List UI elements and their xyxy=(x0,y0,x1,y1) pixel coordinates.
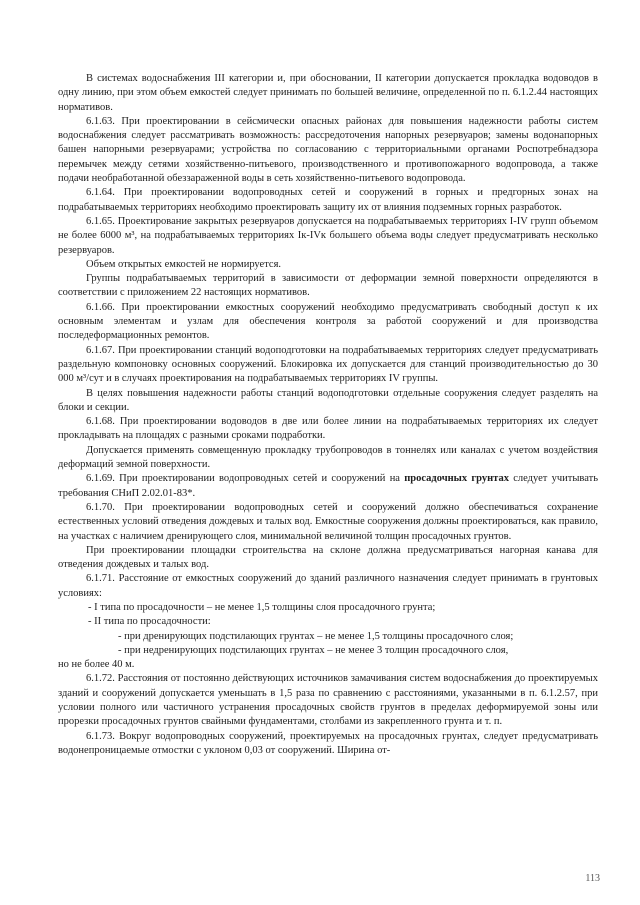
paragraph-text: 6.1.69. При проектировании водопроводных сетей и сооружений на xyxy=(86,473,405,485)
paragraph: При проектировании площадки строительства на склоне должна предусматриваться нагорная канава для отведения дождевых и талых вод. xyxy=(58,544,598,571)
paragraph: Объем открытых емкостей не нормируется. xyxy=(86,258,282,270)
paragraph-6-1-66: 6.1.66. При проектировании емкостных сооружений необходимо предусматривать свободный доступ к их основным элементам и узлам для обеспечения контроля за работой сооружений и для производства последеформационных ремонтов. xyxy=(58,301,598,342)
paragraph: Группы подрабатываемых территорий в зависимости от деформации земной поверхности определяются в соответствии с приложением 22 настоящих нормативов. xyxy=(58,273,598,299)
paragraph-6-1-68: 6.1.68. При проектировании водоводов в две или более линии на подрабатываемых территориях их следует прокладывать на площадях с разными сроками подработки. xyxy=(58,416,598,442)
bold-term: просадочных грунтах xyxy=(404,473,509,485)
page-number: 113 xyxy=(585,873,600,884)
paragraph-6-1-65: 6.1.65. Проектирование закрытых резервуаров допускается на подрабатываемых территориях I-IV групп объемом не более 6000 м³, на подрабатываемых территориях Iк-IVк большего объема воды следует предусматривать несколько резервуаров. xyxy=(58,215,598,256)
list-item: - при недренирующих подстилающих грунтах – не менее 3 толщин просадочного слоя, xyxy=(118,644,509,656)
paragraph-6-1-72: 6.1.72. Расстояния от постоянно действующих источников замачивания систем водоснабжения до проектируемых зданий и сооружений допускается уменьшать в 1,5 раза по сравнению с расстояниями, указанными в п. 6.1.2.57, при условии полного или частичного устранения просадочных свойств грунтов в пределах деформируемой зоны или прорезки просадочных грунтов свайными фундаментами, столбами из закрепленного грунта и т. п. xyxy=(58,673,598,728)
document-body xyxy=(58,72,598,758)
paragraph: В целях повышения надежности работы станций водоподготовки отдельные сооружения следует разделять на блоки и секции. xyxy=(58,387,598,413)
paragraph-6-1-70: 6.1.70. При проектировании водопроводных сетей и сооружений должно обеспечиваться сохранение естественных условий отведения дождевых и талых вод. Емкостные сооружения должны проектироваться, как правило, на участках с наличием дренирующего слоя, минимальной величиной толщин просадочных грунтов. xyxy=(58,501,598,542)
paragraph: В системах водоснабжения III категории и, при обосновании, II категории допускается прокладка водоводов в одну линию, при этом объем емкостей следует принимать по большей величине, определенной по п. 6.1.2.44 настоящих нормативов. xyxy=(58,73,598,113)
paragraph-6-1-73: 6.1.73. Вокруг водопроводных сооружений, проектируемых на просадочных грунтах, следует предусматривать водонепроницаемые отмостки с уклоном 0,03 от сооружений. Ширина от- xyxy=(58,730,598,756)
paragraph-6-1-63: 6.1.63. При проектировании в сейсмически опасных районах для повышения надежности работы систем водоснабжения следует рассматривать возможность: рассредоточения напорных резервуаров; замены водонапорных башен напорными резервуарами; устройства по согласованию с территориальными органами Роспотребнадзора перемычек между сетями хозяйственно-питьевого, производственного и противопожарного водопровода, а также подачи необработанной обеззараженной воды в сеть хозяйственно-питьевого водопровода. xyxy=(58,115,598,185)
list-item: - I типа по просадочности – не менее 1,5 толщины слоя просадочного грунта; xyxy=(88,601,436,613)
paragraph: Допускается применять совмещенную прокладку трубопроводов в тоннелях или каналах с учетом воздействия деформаций земной поверхности. xyxy=(58,444,598,471)
paragraph: но не более 40 м. xyxy=(58,659,135,671)
paragraph-6-1-71: 6.1.71. Расстояние от емкостных сооружений до зданий различного назначения следует принимать в грунтовых условиях: xyxy=(58,573,598,599)
paragraph-6-1-67: 6.1.67. При проектировании станций водоподготовки на подрабатываемых территориях следует предусматривать раздельную компоновку основных сооружений. Блокировка их допускается для станций производительностью до 30 000 м³/сут и в случаях проектирования на подрабатываемых территориях IV группы. xyxy=(58,344,598,385)
list-item: - II типа по просадочности: xyxy=(88,616,211,628)
paragraph-text: следует учитывать требования СНиП 2.02.01-83*. xyxy=(58,473,598,499)
list-item: - при дренирующих подстилающих грунтах – не менее 1,5 толщины просадочного слоя; xyxy=(118,630,514,642)
paragraph-6-1-69 xyxy=(58,472,598,501)
paragraph-6-1-64: 6.1.64. При проектировании водопроводных сетей и сооружений в горных и предгорных зонах на подрабатываемых территориях необходимо проектировать защиту их от влияния подземных горных разработок. xyxy=(58,187,598,213)
